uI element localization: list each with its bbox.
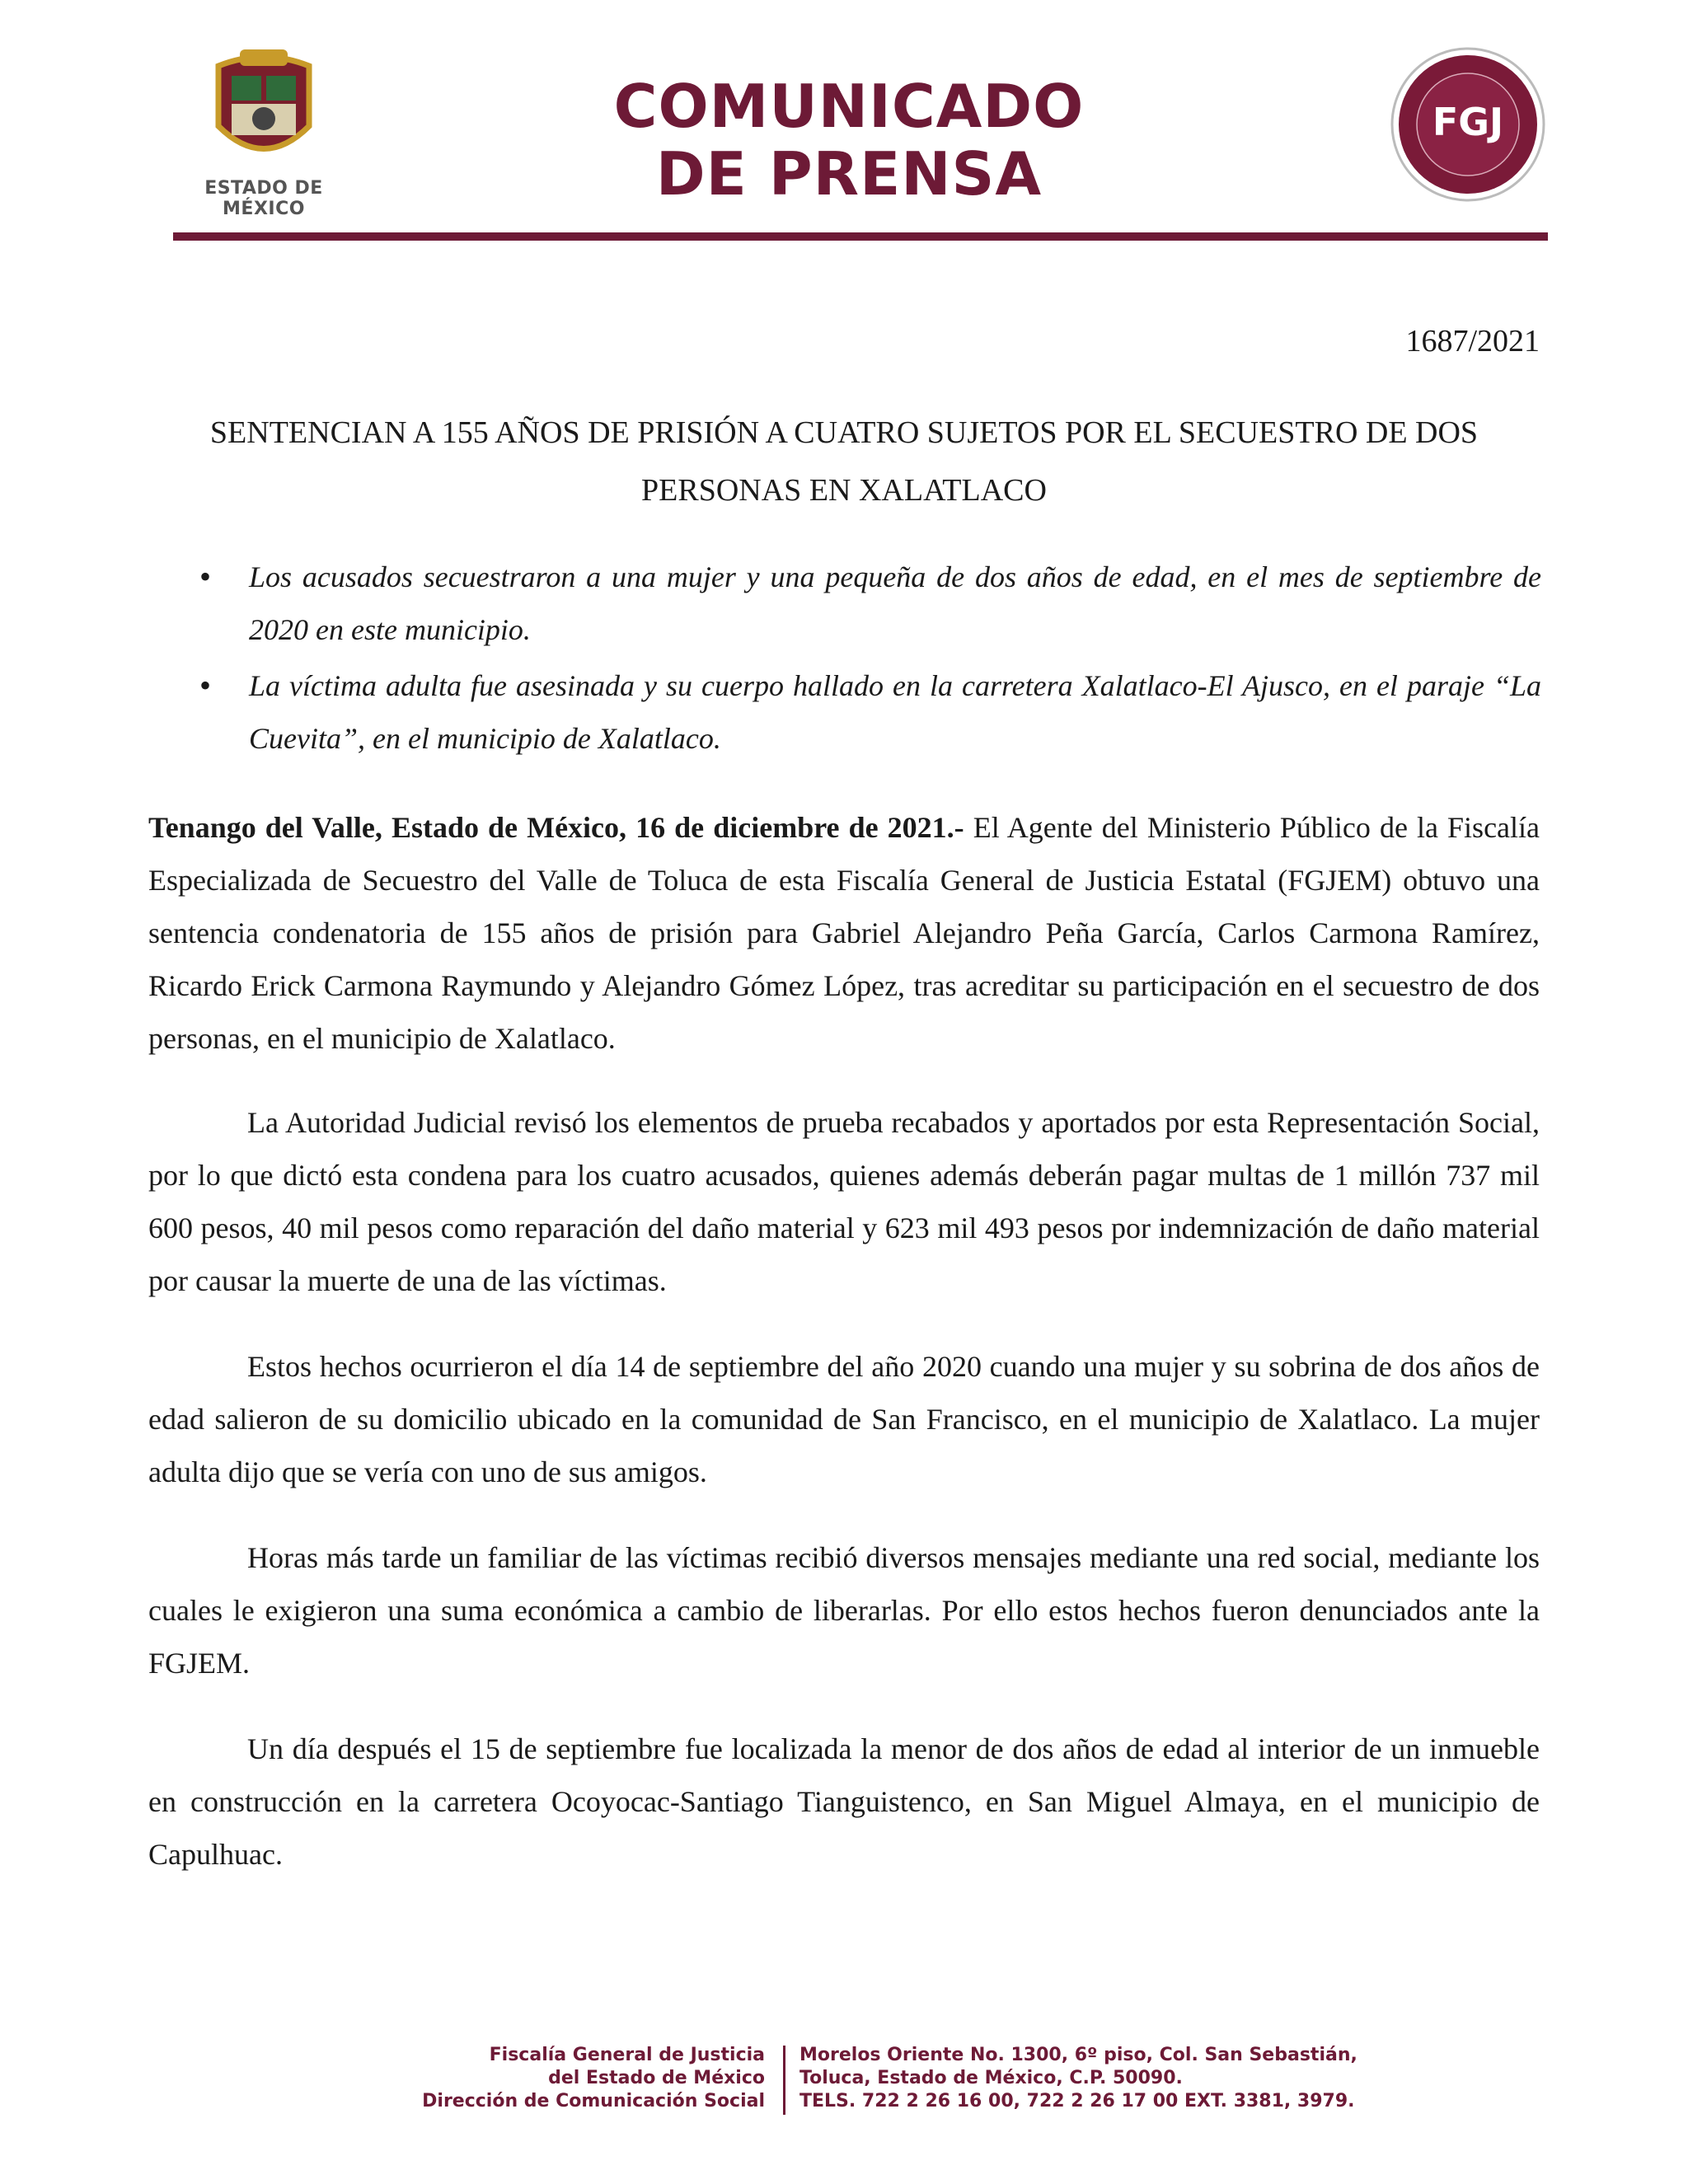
headline: SENTENCIAN A 155 AÑOS DE PRISIÓN A CUATRO SUJETOS POR EL SECUESTRO DE DOS PERSONAS EN XALATLACO: [209, 415, 1479, 508]
footer-address-line-1: Morelos Oriente No. 1300, 6º piso, Col. San Sebastián,: [799, 2045, 1357, 2065]
paragraph-4: Horas más tarde un familiar de las víctimas recibió diversos mensajes mediante una red social, mediante los cuales le exigieron una suma económica a cambio de liberarlas. Por ello estos hechos fueron denunciados ante la FGJEM.: [148, 1541, 1540, 1680]
fgj-seal-logo: [1390, 46, 1546, 203]
header-divider: [173, 232, 1548, 241]
estado-de-mexico-logo: [165, 48, 363, 219]
state-name: ESTADO DE MÉXICO: [204, 178, 323, 219]
footer-org-line-2: del Estado de México: [548, 2068, 765, 2088]
footer-org-line-3: Dirección de Comunicación Social: [422, 2091, 765, 2111]
coat-of-arms-icon: [202, 48, 326, 171]
paragraph-5: Un día después el 15 de septiembre fue localizada la menor de dos años de edad al interior de un inmueble en construcción en la carretera Ocoyocac-Santiago Tianguistenco, en San Miguel Almaya, en el municipio de Capulhuac.: [148, 1732, 1540, 1871]
list-item: • Los acusados secuestraron a una mujer y una pequeña de dos años de edad, en el mes de septiembre de 2020 en este municipio.: [190, 551, 1541, 656]
footer: [363, 2044, 1434, 2126]
fgj-seal-icon: [1390, 46, 1546, 203]
title-line-2: DE PRENSA: [655, 139, 1043, 209]
footer-divider: [783, 2046, 785, 2115]
footer-address-line-3: TELS. 722 2 26 16 00, 722 2 26 17 00 EXT. 3381, 3979.: [799, 2091, 1355, 2111]
summary-bullets: [190, 551, 1541, 768]
dateline: Tenango del Valle, Estado de México, 16 de diciembre de 2021.-: [148, 811, 964, 844]
paragraph-1-text: El Agente del Ministerio Público de la Fiscalía Especializada de Secuestro del Valle de Toluca de esta Fiscalía General de Justicia Estatal (FGJEM) obtuvo una sentencia condenatoria de 155 años de prisión para Gabriel Alejandro Peña García, Carlos Carmona Ramírez, Ricardo Erick Carmona Raymundo y Alejandro Gómez López, tras acreditar su participación en el secuestro de dos personas, en el municipio de Xalatlaco.: [148, 811, 1540, 1055]
footer-address: [799, 2044, 1442, 2113]
footer-address-line-2: Toluca, Estado de México, C.P. 50090.: [799, 2068, 1183, 2088]
title-line-1: COMUNICADO: [613, 72, 1085, 141]
list-item: • La víctima adulta fue asesinada y su cuerpo hallado en la carretera Xalatlaco-El Ajusco, en el paraje “La Cuevita”, en el municipio de Xalatlaco.: [190, 659, 1541, 765]
footer-organization: [363, 2044, 765, 2113]
page-title: [560, 73, 1137, 208]
document-number: 1687/2021: [1405, 324, 1540, 359]
paragraph-3: Estos hechos ocurrieron el día 14 de septiembre del año 2020 cuando una mujer y su sobrina de dos años de edad salieron de su domicilio ubicado en la comunidad de San Francisco, en el municipio de Xalatlaco. La mujer adulta dijo que se vería con uno de sus amigos.: [148, 1350, 1540, 1488]
seal-text: FGJ: [1432, 100, 1504, 144]
footer-org-line-1: Fiscalía General de Justicia: [489, 2045, 765, 2065]
paragraph-1: [148, 801, 1540, 1065]
paragraph-2: La Autoridad Judicial revisó los elementos de prueba recabados y aportados por esta Representación Social, por lo que dictó esta condena para los cuatro acusados, quienes además deberán pagar multas de 1 millón 737 mil 600 pesos, 40 mil pesos como reparación del daño material y 623 mil 493 pesos por indemnización de daño material por causar la muerte de una de las víctimas.: [148, 1106, 1540, 1297]
